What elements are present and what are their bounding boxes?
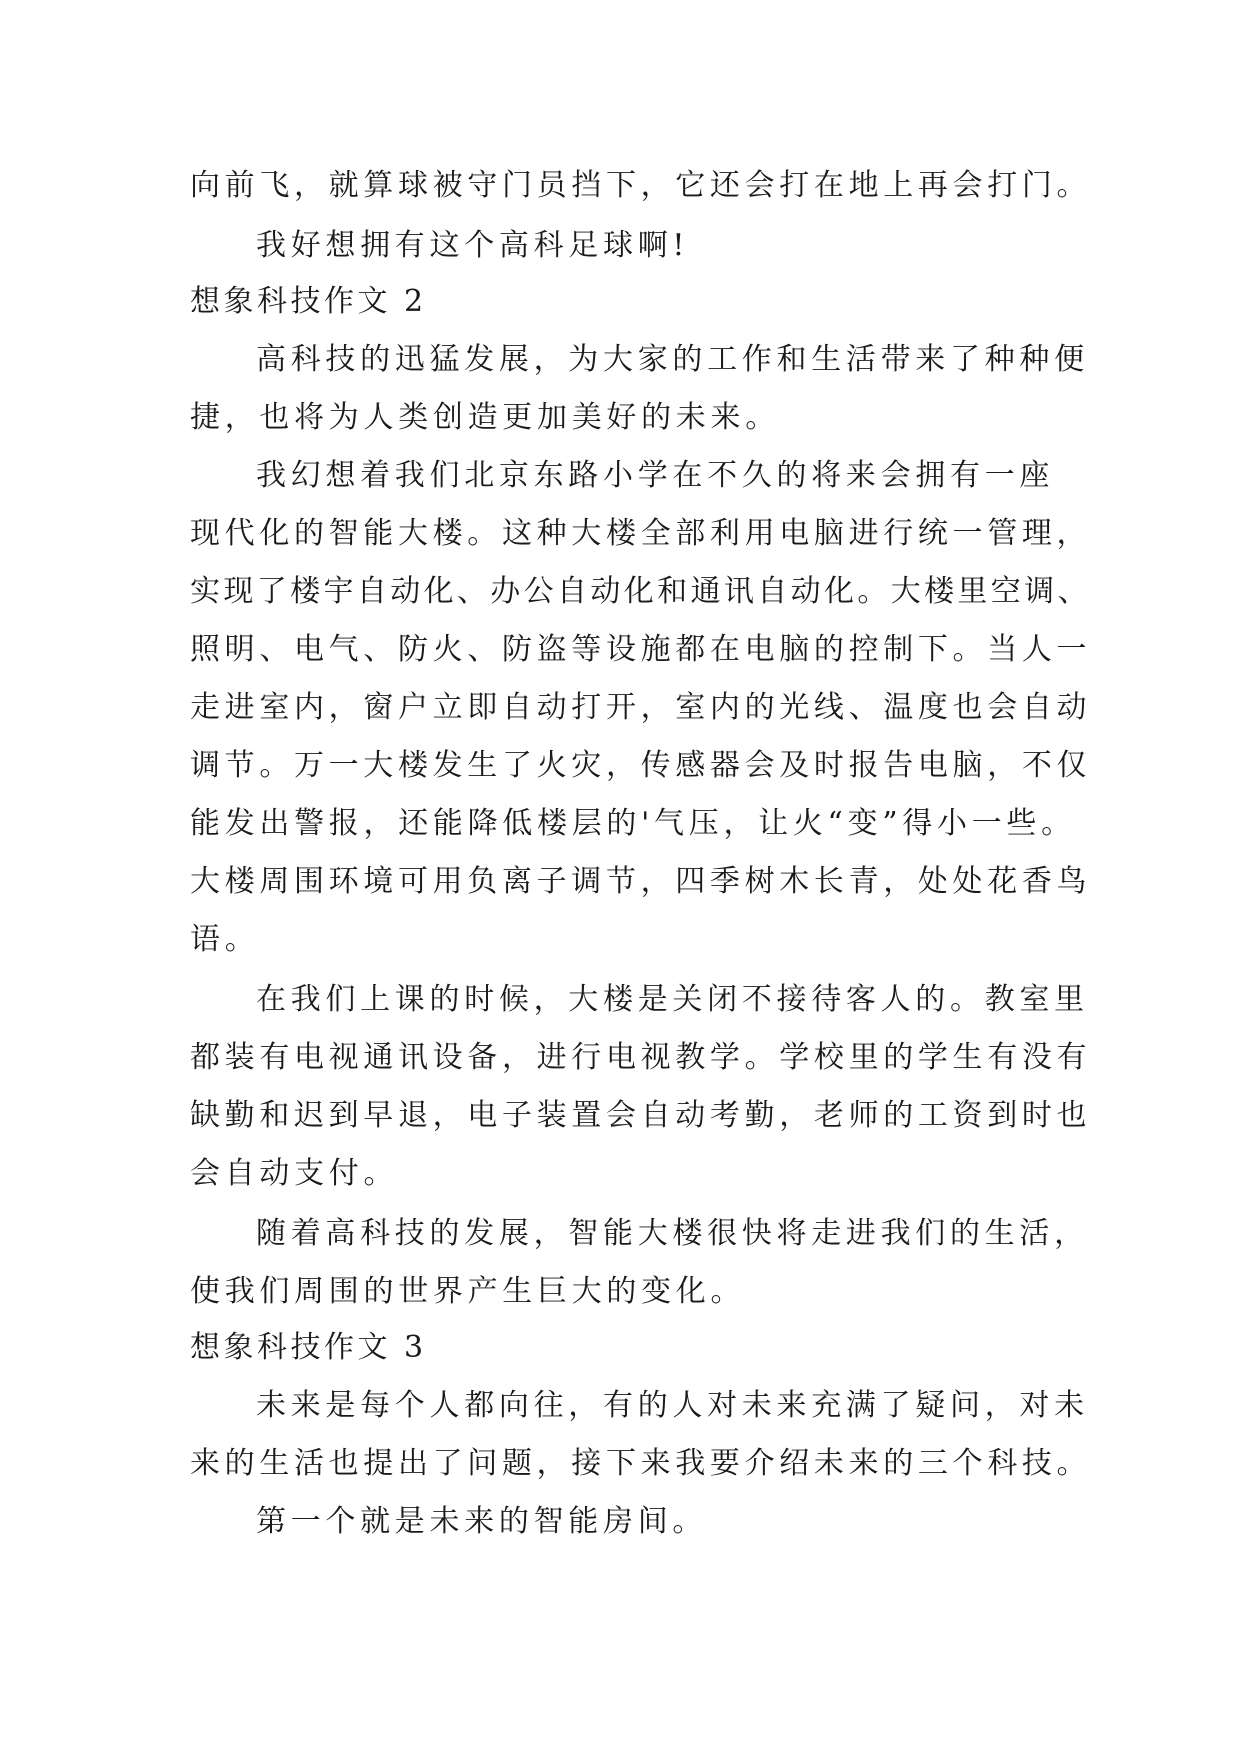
paragraph-line: 来的生活也提出了问题，接下来我要介绍未来的三个科技。 bbox=[190, 1446, 1092, 1481]
paragraph-line: 语。 bbox=[190, 922, 260, 957]
paragraph-line: 随着高科技的发展，智能大楼很快将走进我们的生活， bbox=[256, 1216, 1089, 1251]
paragraph-line: 能发出警报，还能降低楼层的'气压，让火“变”得小一些。 bbox=[190, 806, 1076, 841]
paragraph-line: 未来是每个人都向往，有的人对未来充满了疑问，对未 bbox=[256, 1388, 1089, 1423]
paragraph-line: 照明、电气、防火、防盗等设施都在电脑的控制下。当人一 bbox=[190, 632, 1092, 667]
paragraph-line: 在我们上课的时候，大楼是关闭不接待客人的。教室里 bbox=[256, 982, 1089, 1017]
paragraph-line: 第一个就是未来的智能房间。 bbox=[256, 1504, 708, 1539]
paragraph-line: 现代化的智能大楼。这种大楼全部利用电脑进行统一管理， bbox=[190, 516, 1092, 551]
paragraph-line: 会自动支付。 bbox=[190, 1156, 399, 1191]
paragraph-line: 我好想拥有这个高科足球啊! bbox=[256, 228, 690, 263]
paragraph-line: 缺勤和迟到早退，电子装置会自动考勤，老师的工资到时也 bbox=[190, 1098, 1092, 1133]
paragraph-line: 实现了楼宇自动化、办公自动化和通讯自动化。大楼里空调、 bbox=[190, 574, 1091, 609]
paragraph-line: 大楼周围环境可用负离子调节，四季树木长青，处处花香鸟 bbox=[190, 864, 1092, 899]
paragraph-line: 向前飞，就算球被守门员挡下，它还会打在地上再会打门。 bbox=[190, 168, 1092, 203]
paragraph-line: 都装有电视通讯设备，进行电视教学。学校里的学生有没有 bbox=[190, 1040, 1092, 1075]
paragraph-line: 高科技的迅猛发展，为大家的工作和生活带来了种种便 bbox=[256, 342, 1089, 377]
paragraph-line: 走进室内，窗户立即自动打开，室内的光线、温度也会自动 bbox=[190, 690, 1092, 725]
paragraph-line: 我幻想着我们北京东路小学在不久的将来会拥有一座 bbox=[256, 458, 1055, 493]
paragraph-line: 捷，也将为人类创造更加美好的未来。 bbox=[190, 400, 780, 435]
paragraph-line: 调节。万一大楼发生了火灾，传感器会及时报告电脑，不仅 bbox=[190, 748, 1092, 783]
section-heading: 想象科技作文 3 bbox=[190, 1330, 427, 1365]
section-heading: 想象科技作文 2 bbox=[190, 284, 427, 319]
paragraph-line: 使我们周围的世界产生巨大的变化。 bbox=[190, 1274, 746, 1309]
